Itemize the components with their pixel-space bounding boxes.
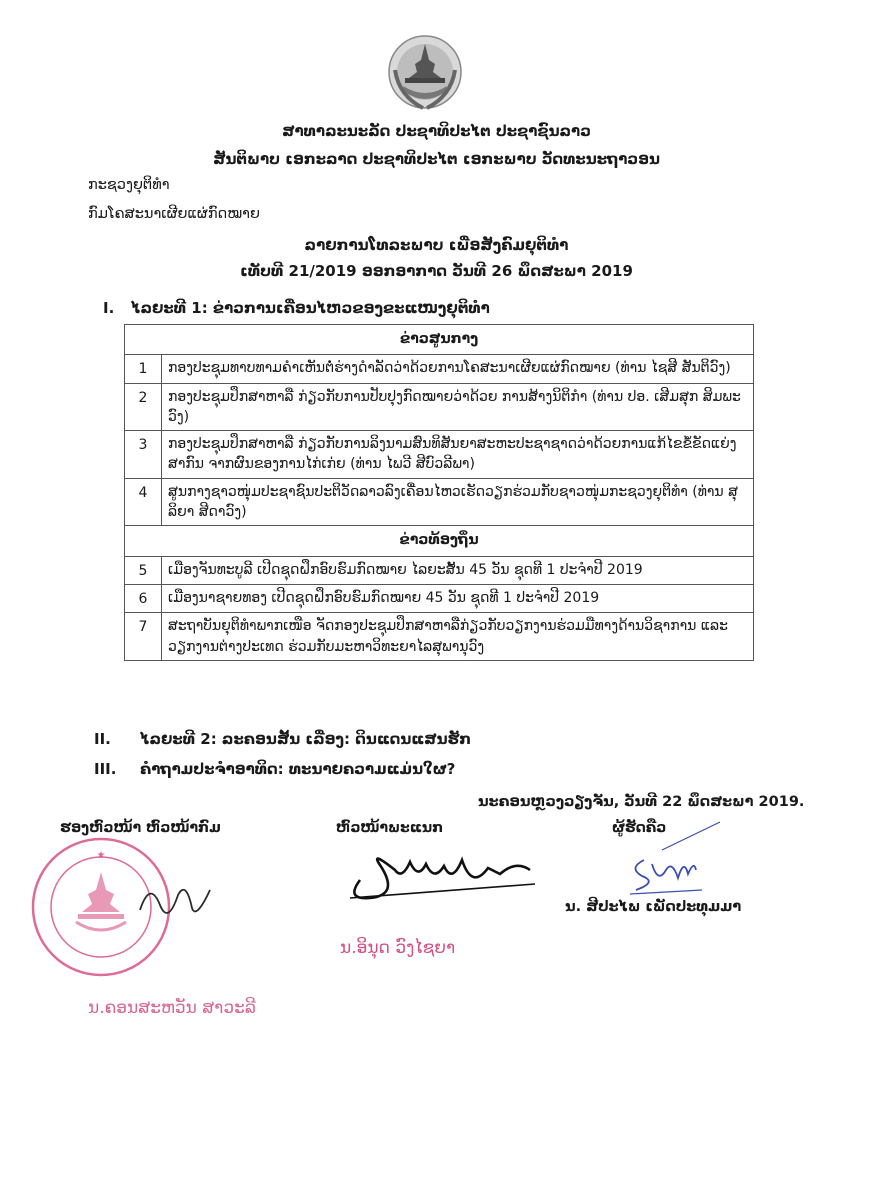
section-1-heading [103,299,490,317]
row-number: 3 [125,431,162,479]
table-row [125,431,754,479]
svg-text:★: ★ [96,850,106,861]
department-name: ກົມໂຄສະນາເຜີຍແຜ່ກົດໝາຍ [88,206,260,222]
table-row [125,478,754,526]
row-text: ເມືອງຈັນທະບູລີ ເປີດຊຸດຝຶກອົບຮົມກົດໝາຍ ໄລຍະສັ້ນ 45 ວັນ ຊຸດທີ 1 ປະຈຳປີ 2019 [162,556,754,584]
section-3-label: ຄຳຖາມປະຈຳອາທິດ: ທະນາຍຄວາມແມ່ນໃຜ? [140,760,456,778]
row-number: 1 [125,355,162,383]
national-emblem [387,30,463,114]
signatory-3-name: ນ. ສີປະໄພ ເພັດປະທຸມມາ [565,899,742,915]
table-row [125,613,754,661]
row-number: 5 [125,556,162,584]
signatory-2-name: ນ.ອິນຸດ ວົງໄຊຍາ [340,938,456,958]
table-row [125,584,754,612]
section-2-number: II. [94,730,111,748]
row-text: ສະຖາບັນຍຸຕິທຳພາກເໜືອ ຈັດກອງປະຊຸມປຶກສາຫາລືກ່ຽວກັບວຽກງານຮ່ວມມືທາງດ້ານວິຊາການ ແລະ ວຽກງານຕ່າງປະເທດ ຮ່ວມກັບມະຫາວິທະຍາໄລສຸພານຸວົງ [162,613,754,661]
signatory-2-title: ຫົວໜ້າພະແນກ [336,820,444,836]
document-subtitle: ເທັບທີ 21/2019 ອອກອາກາດ ວັນທີ 26 ພຶດສະພາ 2019 [240,262,633,280]
document-title: ລາຍການໂທລະພາບ ເພື່ອສັງຄົມຍຸຕິທຳ [304,236,569,254]
header-line-2: ສັນຕິພາບ ເອກະລາດ ປະຊາທິປະໄຕ ເອກະພາບ ວັດທະນະຖາວອນ [213,150,660,168]
section-3-number: III. [94,760,117,778]
section-1-label: ໄລຍະທີ 1: ຂ່າວການເຄື່ອນໄຫວຂອງຂະແໜງຍຸຕິທຳ [131,299,490,317]
row-text: ກອງປະຊຸມປຶກສາຫາລື ກ່ຽວກັບການປັບປຸງກົດໝາຍວ່າດ້ວຍ ການສ້າງນິຕິກຳ (ທ່ານ ປອ. ເສີມສຸກ ສິມພະວົງ) [162,383,754,431]
row-text: ກອງປະຊຸມປຶກສາຫາລື ກ່ຽວກັບການລິງນາມສົນທິສັນຍາສະຫະປະຊາຊາດວ່າດ້ວຍການແກ້ໄຂຂໍ້ຂັດແຍ່ງສາກົນ ຈາກຜົນຂອງການໄກ່ເກ່ຍ (ທ່ານ ໄພວີ ສີບົວລີພາ) [162,431,754,479]
signatory-1-title: ຮອງຫົວໜ້າ ຫົວໜ້າກົມ [60,820,221,836]
row-number: 4 [125,478,162,526]
signatory-3-title: ຜູ້ຮັດຄືວ [612,820,667,836]
row-text: ເມືອງນາຊາຍທອງ ເປີດຊຸດຝຶກອົບຮົມກົດໝາຍ 45 ວັນ ຊຸດທີ 1 ປະຈຳປີ 2019 [162,584,754,612]
news-table [124,324,754,661]
row-number: 7 [125,613,162,661]
signature-2 [340,840,540,910]
section-2-label: ໄລຍະທີ 2: ລະຄອນສັ້ນ ເລື່ອງ: ດິນແດນແສນຮັກ [140,730,472,748]
table-row [125,556,754,584]
row-number: 2 [125,383,162,431]
row-number: 6 [125,584,162,612]
ministry-name: ກະຊວງຍຸຕິທຳ [88,177,170,193]
row-text: ສູນກາງຊາວໜຸ່ມປະຊາຊົນປະຕິວັດລາວລົງເຄື່ອນໄຫວເຮັດວຽກຮ່ວມກັບຊາວໜຸ່ມກະຊວງຍຸຕິທຳ (ທ່ານ ສຸລິຍາ ສີດາວົງ) [162,478,754,526]
section-1-number: I. [103,299,115,317]
table-row [125,355,754,383]
row-text: ກອງປະຊຸມທາບທາມຄຳເຫັນຕໍ່ຮ່າງດຳລັດວ່າດ້ວຍການໂຄສະນາເຜີຍແຜ່ກົດໝາຍ (ທ່ານ ໄຊສີ ສັນຕິວົງ) [162,355,754,383]
signature-3 [622,820,732,900]
table-row [125,383,754,431]
header-line-1: ສາທາລະນະລັດ ປະຊາທິປະໄຕ ປະຊາຊົນລາວ [282,122,591,140]
place-date: ນະຄອນຫຼວງວຽງຈັນ, ວັນທີ 22 ພຶດສະພາ 2019. [478,794,805,810]
section-3-heading [94,760,455,778]
signature-1 [130,870,220,930]
signatory-1-name: ນ.ຄອນສະຫວັນ ສາວະລີ [88,998,256,1018]
group-header-central: ຂ່າວສູນກາງ [125,325,754,355]
section-2-heading [94,730,471,748]
group-header-local: ຂ່າວທ້ອງຖິ່ນ [125,526,754,556]
